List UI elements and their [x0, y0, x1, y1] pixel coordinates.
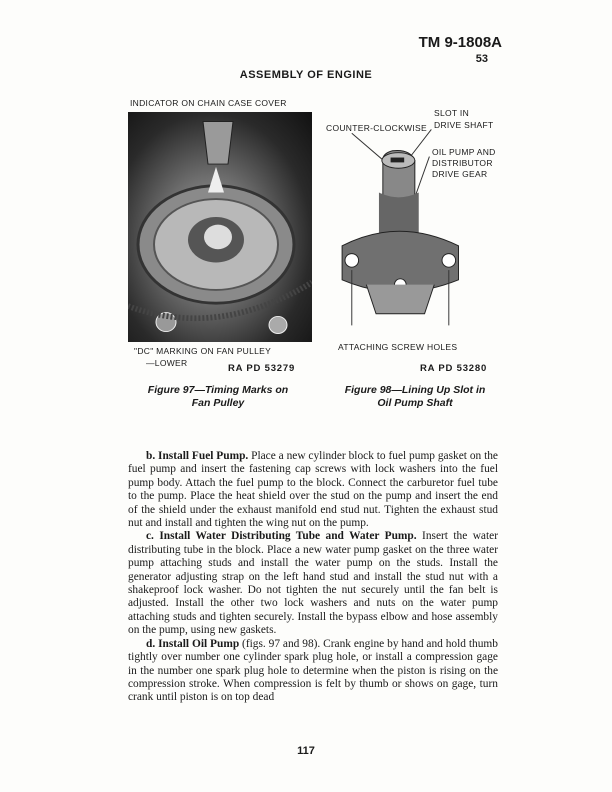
paragraph-text: Insert the water distributing tube in the block. Place a new water pump gasket on the three water pump attaching studs and install the water pump on the studs. Install the generator adjusting strap on the left hand stud and install the stud nut with a shakeproof lock washer. Do not tighten the nut securely until the fan belt is adjusted. Install the other two lock washers and nuts on the water pump attaching studs and tighten securely. Install the bypass elbow and hose assembly on the pump, using new gaskets.	[128, 530, 498, 637]
fig98-caption	[320, 384, 510, 410]
page-number: 117	[297, 745, 315, 757]
fig97-ra-number: RA PD 53279	[228, 363, 296, 374]
fig97-label-dc-marking: "DC" MARKING ON FAN PULLEY	[134, 346, 272, 356]
paragraph-heading: d. Install Oil Pump	[146, 637, 240, 650]
manual-header	[419, 35, 502, 67]
paragraph-heading: c. Install Water Distributing Tube and Water Pump.	[146, 530, 417, 543]
page-title: ASSEMBLY OF ENGINE	[239, 69, 373, 81]
fig98-oil-pump-illustration	[320, 110, 500, 338]
section-number: 53	[475, 53, 488, 65]
fig97-label-lower: —LOWER	[146, 358, 188, 368]
fig98-caption-line2: Oil Pump Shaft	[377, 397, 453, 409]
manual-number: TM 9-1808A	[418, 34, 502, 51]
fig97-caption-line1: Figure 97—Timing Marks on	[147, 384, 289, 396]
fig97-caption-line2: Fan Pulley	[191, 397, 245, 409]
fig97-label-indicator: INDICATOR ON CHAIN CASE COVER	[130, 98, 287, 108]
paragraph-text: (figs. 97 and 98). Crank engine by hand and hold thumb tightly over number one cylinder spark plug hole, or install a compression gage in the number one spark plug hole to determine when the piston is rising on the compression stroke. When compression is felt by thumb or shows on gage, turn crank until piston is on top dead	[128, 637, 498, 704]
fig98-label-slot-2: DRIVE SHAFT	[434, 120, 494, 130]
paragraph-text: Place a new cylinder block to fuel pump gasket on the fuel pump and insert the fastening cap screws with lock washers into the fuel pump body. Attach the fuel pump to the block. Connect the carburetor fuel tube to the pump. Place the heat shield over the stud on the pump and insert the end of the shield under the exhaust manifold end stud nut. Tighten the exhaust stud nut and install and tighten the wing nut on the pump.	[128, 450, 498, 530]
fig98-label-gear-1: OIL PUMP AND	[432, 147, 496, 157]
body-text	[128, 450, 498, 705]
fig97-caption	[118, 384, 318, 410]
fig98-label-gear-3: DRIVE GEAR	[432, 169, 488, 179]
fig98-caption-line1: Figure 98—Lining Up Slot in	[344, 384, 486, 396]
paragraph-oil-pump	[128, 638, 498, 705]
fig98-label-gear-2: DISTRIBUTOR	[432, 158, 493, 168]
fig98-ra-number: RA PD 53280	[420, 363, 488, 374]
fig98-label-ccw: COUNTER-CLOCKWISE	[326, 123, 427, 133]
paragraph-fuel-pump	[128, 450, 498, 530]
fig98-label-screw-holes: ATTACHING SCREW HOLES	[338, 342, 458, 352]
paragraph-heading: b. Install Fuel Pump.	[146, 450, 249, 462]
paragraph-water-pump	[128, 530, 498, 637]
fig97-photo-fan-pulley	[128, 112, 312, 342]
fig98-label-slot-1: SLOT IN	[434, 108, 470, 118]
